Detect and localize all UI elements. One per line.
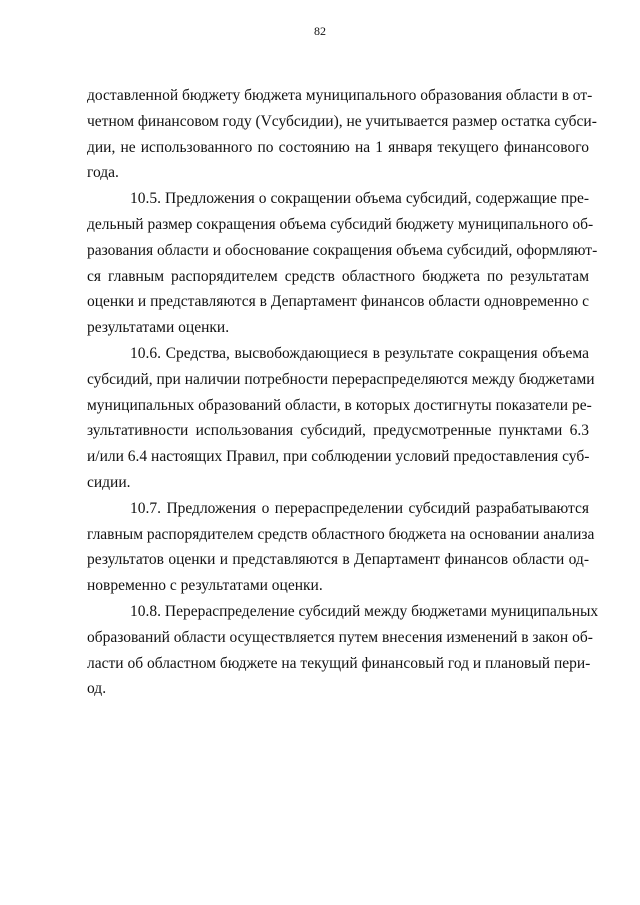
text-line: четном финансовом году (Vсубсидии), не учитывается размер остатка субси- — [87, 112, 597, 130]
paragraph-10-8 — [87, 599, 599, 702]
paragraph-continuation — [87, 83, 597, 186]
text-line: субсидий, при наличии потребности перераспределяются между бюджетами — [87, 370, 595, 388]
text-line: результатов оценки и представляются в Департамент финансов области од- — [87, 551, 589, 569]
text-line: 10.5. Предложения о сокращении объема субсидий, содержащие пре- — [130, 190, 589, 208]
text-line: дии, не использованного по состоянию на 1 января текущего финансового — [87, 138, 589, 156]
text-line: зультативности использования субсидий, предусмотренные пунктами 6.3 — [87, 422, 589, 440]
paragraph-10-5 — [87, 186, 598, 341]
text-line: ся главным распорядителем средств областного бюджета по результатам — [87, 267, 589, 285]
paragraph-10-6 — [87, 341, 595, 496]
text-line: 10.7. Предложения о перераспределении субсидий разрабатываются — [130, 499, 589, 517]
text-line: и/или 6.4 настоящих Правил, при соблюдении условий предоставления суб- — [87, 448, 590, 466]
text-line: 10.8. Перераспределение субсидий между бюджетами муниципальных — [130, 602, 599, 620]
text-line: года. — [87, 164, 119, 182]
text-line: образований области осуществляется путем внесения изменений в закон об- — [87, 628, 593, 646]
text-line: новременно с результатами оценки. — [87, 577, 323, 595]
page-number: 82 — [314, 24, 326, 38]
text-line: разования области и обоснование сокращения объема субсидий, оформляют- — [87, 241, 598, 259]
text-line: дельный размер сокращения объема субсидий бюджету муниципального об- — [87, 215, 594, 233]
text-line: од. — [87, 680, 107, 698]
text-line: 10.6. Средства, высвобождающиеся в результате сокращения объема — [130, 344, 589, 362]
text-line: муниципальных образований области, в которых достигнуты показатели ре- — [87, 396, 592, 414]
text-line: доставленной бюджету бюджета муниципального образования области в от- — [87, 87, 593, 104]
text-line: результатами оценки. — [87, 319, 230, 337]
text-line: главным распорядителем средств областного бюджета на основании анализа — [87, 525, 595, 543]
text-line: ласти об областном бюджете на текущий финансовый год и плановый пери- — [87, 654, 591, 672]
paragraph-10-7 — [87, 496, 595, 599]
text-line: оценки и представляются в Департамент финансов области одновременно с — [87, 293, 589, 311]
text-line: сидии. — [87, 473, 131, 491]
document-body — [87, 83, 599, 702]
